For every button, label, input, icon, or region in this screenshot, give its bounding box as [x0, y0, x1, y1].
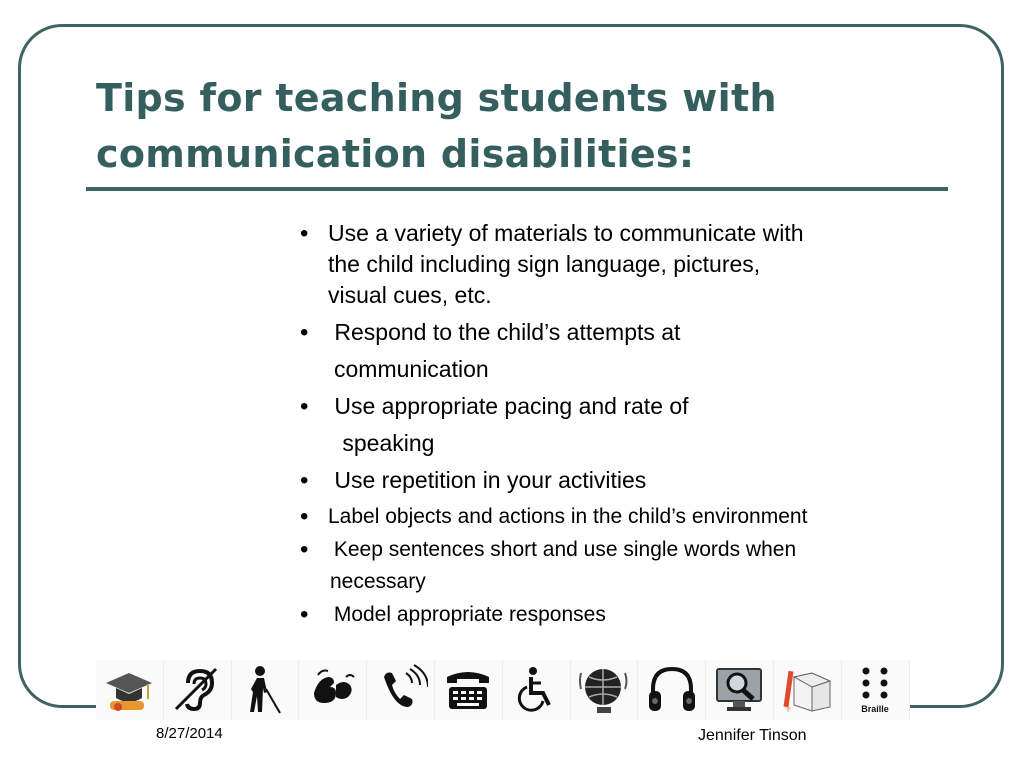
graduation-cap-icon	[96, 660, 164, 720]
bullet-dot: •	[300, 220, 309, 247]
bullet-item	[298, 317, 938, 385]
bullet-line: Label objects and actions in the child’s environment	[328, 505, 808, 528]
bullet-line: Keep sentences short and use single words when	[328, 538, 797, 561]
headphones-icon	[638, 660, 706, 720]
bullet-line: necessary	[330, 570, 426, 593]
bullet-line: Use appropriate pacing and rate of	[328, 393, 689, 419]
phone-volume-icon	[367, 660, 435, 720]
footer-author: Jennifer Tinson	[698, 727, 807, 744]
bullet-dot: •	[300, 536, 309, 563]
bullet-dot: •	[300, 601, 309, 628]
bullet-line: Respond to the child’s attempts at	[328, 319, 681, 345]
wheelchair-icon	[503, 660, 571, 720]
title-line-2: communication disabilities:	[96, 132, 695, 176]
bullet-dot: •	[300, 393, 309, 420]
blind-person-cane-icon	[232, 660, 300, 720]
bullet-dot: •	[300, 467, 309, 494]
footer-date: 8/27/2014	[156, 725, 223, 742]
bullet-line: communication	[334, 356, 489, 382]
bullet-line: Use a variety of materials to communicate with	[328, 220, 804, 246]
bullet-item	[298, 391, 938, 459]
bullet-item	[298, 465, 938, 496]
slide-title	[96, 70, 956, 182]
title-divider	[86, 187, 948, 191]
tty-teletype-icon	[435, 660, 503, 720]
bullet-list	[298, 218, 938, 630]
bullet-dot: •	[300, 503, 309, 530]
bullet-item	[298, 502, 938, 532]
bullet-line: Use repetition in your activities	[328, 467, 647, 493]
bullet-item	[298, 535, 938, 597]
disability-icon-strip	[96, 660, 910, 720]
braille-label: Braille	[861, 704, 889, 714]
book-pencil-icon	[774, 660, 842, 720]
bullet-dot: •	[300, 319, 309, 346]
hearing-ear-icon	[164, 660, 232, 720]
title-line-1: Tips for teaching students with	[96, 76, 777, 120]
bullet-line: speaking	[336, 430, 435, 456]
globe-speaker-icon	[571, 660, 639, 720]
bullet-line: the child including sign language, pictures,	[328, 251, 761, 277]
bullet-line: Model appropriate responses	[328, 603, 606, 626]
monitor-magnifier-icon	[706, 660, 774, 720]
braille-icon	[842, 660, 910, 720]
bullet-item	[298, 218, 938, 311]
sign-language-hands-icon	[299, 660, 367, 720]
bullet-line: visual cues, etc.	[328, 282, 492, 308]
bullet-item	[298, 600, 938, 630]
